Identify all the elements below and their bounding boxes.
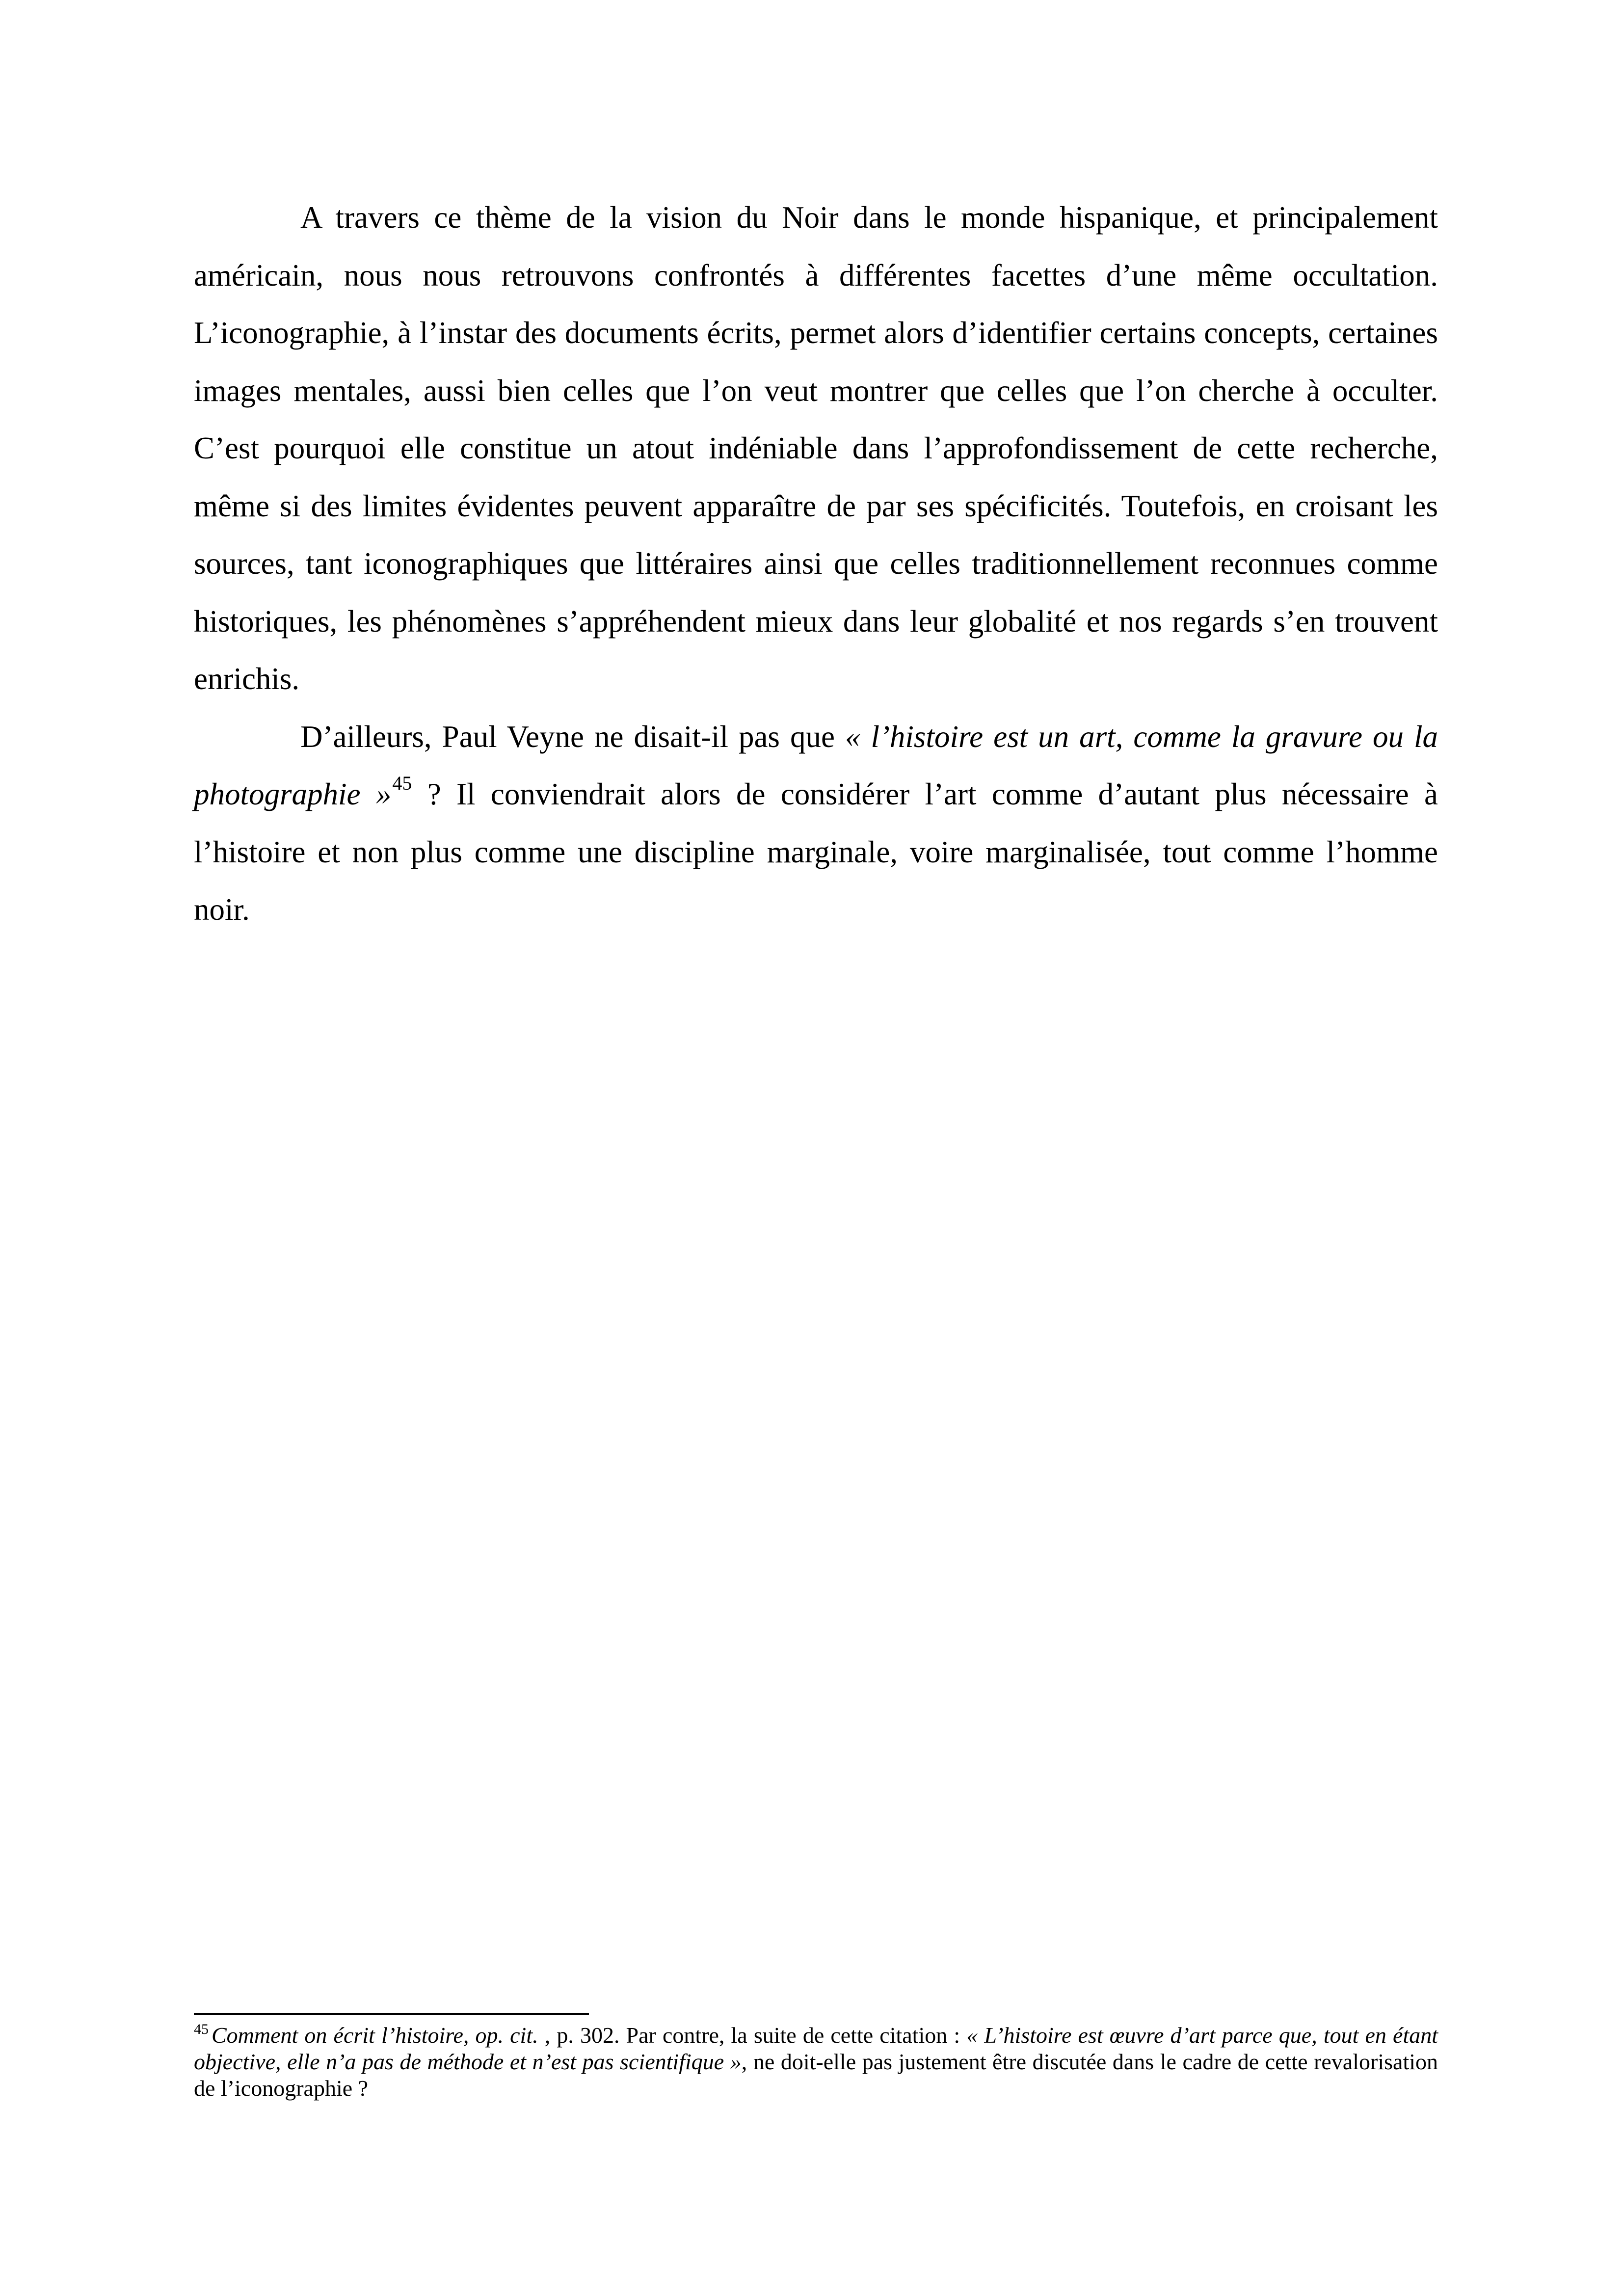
main-text xyxy=(194,189,1438,939)
footnote-source-title: Comment on écrit l’histoire, op. cit. xyxy=(212,2023,538,2048)
footnote-reference-45[interactable]: 45 xyxy=(392,772,412,794)
paragraph-1-text: A travers ce thème de la vision du Noir dans le monde hispanique, et principalement américain, nous nous retrouvons confrontés à différentes facettes d’une même occultation. L’iconographie, à l’instar des documents écrits, permet alors d’identifier certains concepts, certaines images mentales, aussi bien celles que l’on veut montrer que celles que l’on cherche à occulter. C’est pourquoi elle constitue un atout indéniable dans l’approfondissement de cette recherche, même si des limites évidentes peuvent apparaître de par ses spécificités. Toutefois, en croisant les sources, tant iconographiques que littéraires ainsi que celles traditionnellement reconnues comme historiques, les phénomènes s’appréhendent mieux dans leur globalité et nos regards s’en trouvent enrichis. xyxy=(194,200,1438,696)
paragraph-2-rest: ? Il conviendrait alors de considérer l’art comme d’autant plus nécessaire à l’histoire et non plus comme une discipline marginale, voire marginalisée, tout comme l’homme noir. xyxy=(194,777,1438,927)
footnote-text-2: , ne doit-elle pas justement être discutée dans le cadre de cette revalorisation de l’iconographie ? xyxy=(194,2049,1438,2101)
footnote-quote: « L’histoire est œuvre d’art parce que, tout en étant objective, elle n’a pas de méthode et n’est pas scientifique » xyxy=(194,2023,1438,2074)
footnote-number: 45 xyxy=(194,2021,209,2037)
paragraph-1 xyxy=(194,189,1438,708)
footnote-45 xyxy=(194,2022,1438,2102)
footnote-divider xyxy=(194,2013,589,2015)
veyne-quote: « l’histoire est un art, comme la gravure ou la photographie » xyxy=(194,719,1438,811)
paragraph-2-intro: D’ailleurs, Paul Veyne ne disait-il pas que xyxy=(300,719,845,754)
paragraph-2 xyxy=(194,708,1438,939)
footnote-text-1: , p. 302. Par contre, la suite de cette citation : xyxy=(538,2023,967,2048)
